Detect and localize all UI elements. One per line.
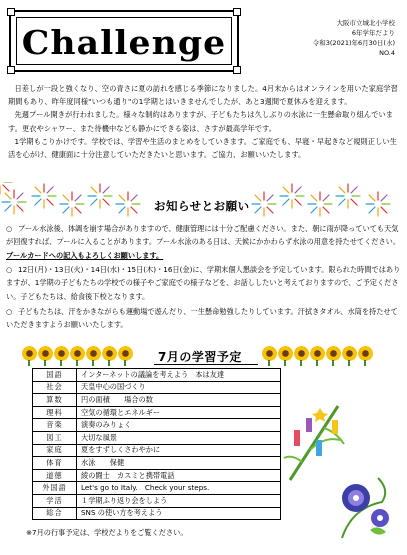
topic-cell: 円の面積 場合の数 <box>77 394 281 407</box>
frame-corner <box>233 66 241 74</box>
table-row <box>33 494 281 507</box>
firework-icon <box>252 192 276 216</box>
firework-icon <box>116 192 140 216</box>
subject-cell: 総合 <box>33 507 77 520</box>
subject-cell: 外国語 <box>33 482 77 495</box>
subject-cell: 社会 <box>33 381 77 394</box>
schedule-heading: 7月の学習予定 <box>158 350 242 364</box>
subject-cell: 道徳 <box>33 469 77 482</box>
notice-item <box>6 305 401 332</box>
sunflower-icon <box>310 346 325 361</box>
table-row <box>33 406 281 419</box>
sunflower-icon <box>342 346 357 361</box>
topic-cell: 天皇中心の国づくり <box>77 381 281 394</box>
tanabata-bamboo-illustration <box>280 400 350 482</box>
newsletter-name: 6年学年だより <box>351 29 395 37</box>
firework-icon <box>88 184 112 208</box>
topic-cell: インターネットの議論を考えよう 本は友達 <box>77 369 281 382</box>
topic-cell: 大切な風景 <box>77 431 281 444</box>
subject-cell: 算数 <box>33 394 77 407</box>
table-row <box>33 444 281 457</box>
header-meta <box>313 18 395 58</box>
firework-icon <box>32 184 56 208</box>
morning-glory-illustration <box>336 472 394 542</box>
subject-cell: 音楽 <box>33 419 77 432</box>
table-row <box>33 482 281 495</box>
frame-corner <box>7 66 15 74</box>
sunflower-icon <box>278 346 293 361</box>
notice-text: 12日(月)・13日(火)・14日(水)・15日(木)・16日(金)に、学期末個人懇談会を予定しています。限られた時間ではありますが、1学期の子どもたちの学校での様子やご家庭での様子などを、お話ししたいと考えておりますので、ご予定ください。子どもたちは、給食後下校となります。 <box>6 265 401 301</box>
subject-cell: 体育 <box>33 457 77 470</box>
bullet-icon: ○ <box>6 265 13 274</box>
sunflower-icon <box>358 346 373 361</box>
intro-paragraph: 先週プール開きが行われました。様々な制約はありますが、子どもたちは久しぶりの水泳に一生懸命取り組んでいます。更衣やシャワー、また待機中なども静かにできる姿は、さすが最高学年です。 <box>8 110 394 133</box>
notice-item <box>6 263 401 303</box>
bullet-icon: ○ <box>6 307 13 316</box>
sunflower-row-right <box>262 346 373 361</box>
topic-cell: 夏をすずしくさわやかに <box>77 444 281 457</box>
newsletter-title: Challenge <box>21 23 227 62</box>
firework-icon <box>280 184 304 208</box>
title-frame <box>9 10 239 72</box>
table-row <box>33 457 281 470</box>
sunflower-icon <box>102 346 117 361</box>
firework-icon <box>60 192 84 216</box>
frame-corner <box>7 8 15 16</box>
subject-cell: 家庭 <box>33 444 77 457</box>
sunflower-icon <box>22 346 37 361</box>
firework-icon <box>336 184 360 208</box>
topic-cell: 水泳 保健 <box>77 457 281 470</box>
topic-cell: 綾の闘士 カスミと携帯電話 <box>77 469 281 482</box>
topic-cell: SNS の使い方を考えよう <box>77 507 281 520</box>
table-row <box>33 431 281 444</box>
sunflower-icon <box>294 346 309 361</box>
schedule-table <box>32 368 281 520</box>
topic-cell: Let's go to Italy. Check your steps. <box>77 482 281 495</box>
issue-date: 令和3(2021)年6月30日(水) <box>312 39 395 47</box>
table-row <box>33 419 281 432</box>
heading-underline <box>154 364 258 365</box>
notice-text: プール水泳後、体調を崩す場合がありますので、健康管理には十分ご配慮ください。また、朝に雨が降っていても天気が回復すれば、プールに入ることがあります。プール水泳のある日は、天候にかかわらず水泳の用意を持たせてください。 <box>6 224 401 247</box>
subject-cell: 図工 <box>33 431 77 444</box>
firework-icon <box>308 192 332 216</box>
table-row <box>33 469 281 482</box>
topic-cell: 演奏のみりょく <box>77 419 281 432</box>
sunflower-row-left <box>22 346 133 361</box>
topic-cell: 空気の循環とエネルギー <box>77 406 281 419</box>
notice-text: 子どもたちは、汗をかきながらも運動場で遊んだり、一生懸命勉強したりしています。汗拭きタオル、水筒を持たせていただきますようお願いいたします。 <box>6 307 398 330</box>
table-row <box>33 369 281 382</box>
firework-icon <box>0 182 12 194</box>
intro-paragraph: 日差しが一段と強くなり、空の青さに夏の訪れを感じる季節になりました。4月末からはオンラインを用いた家庭学習期間もあり、昨年度同様"いつも通り"の1学期とはいきませんでしたが、あと3週間で夏休みを迎えます。 <box>8 84 398 107</box>
sunflower-icon <box>326 346 341 361</box>
subject-cell: 国語 <box>33 369 77 382</box>
intro-paragraph: 1学期もこりかけです。学校では、学習や生活のまとめをしていきます。ご家庭でも、早寝・早起きなど規則正しい生活を心がけ、健康面に十分注意していただきたいと思います。ご協力、お願いいたします。 <box>8 136 397 160</box>
issue-number: NO.4 <box>379 49 395 57</box>
sunflower-icon <box>38 346 53 361</box>
intro-text <box>8 82 399 161</box>
firework-icon <box>366 192 390 216</box>
subject-cell: 理科 <box>33 406 77 419</box>
frame-corner <box>233 8 241 16</box>
notice-emphasis: プールカードへの記入もよろしくお願いします。 <box>6 250 164 260</box>
school-name: 大阪市立城北小学校 <box>336 19 395 27</box>
table-row <box>33 394 281 407</box>
schedule-footnote: ※7月の行事予定は、学校だよりをご覧ください。 <box>26 528 188 537</box>
firework-icon <box>2 190 26 214</box>
topic-cell: １学期ふり返り会をしよう <box>77 494 281 507</box>
sunflower-icon <box>262 346 277 361</box>
table-row <box>33 381 281 394</box>
sunflower-icon <box>118 346 133 361</box>
sunflower-icon <box>70 346 85 361</box>
bullet-icon: ○ <box>6 224 13 233</box>
sunflower-icon <box>54 346 69 361</box>
table-row <box>33 507 281 520</box>
sunflower-icon <box>86 346 101 361</box>
notices-heading: お知らせとお願い <box>154 199 250 213</box>
subject-cell: 学活 <box>33 494 77 507</box>
notice-item <box>6 222 401 262</box>
